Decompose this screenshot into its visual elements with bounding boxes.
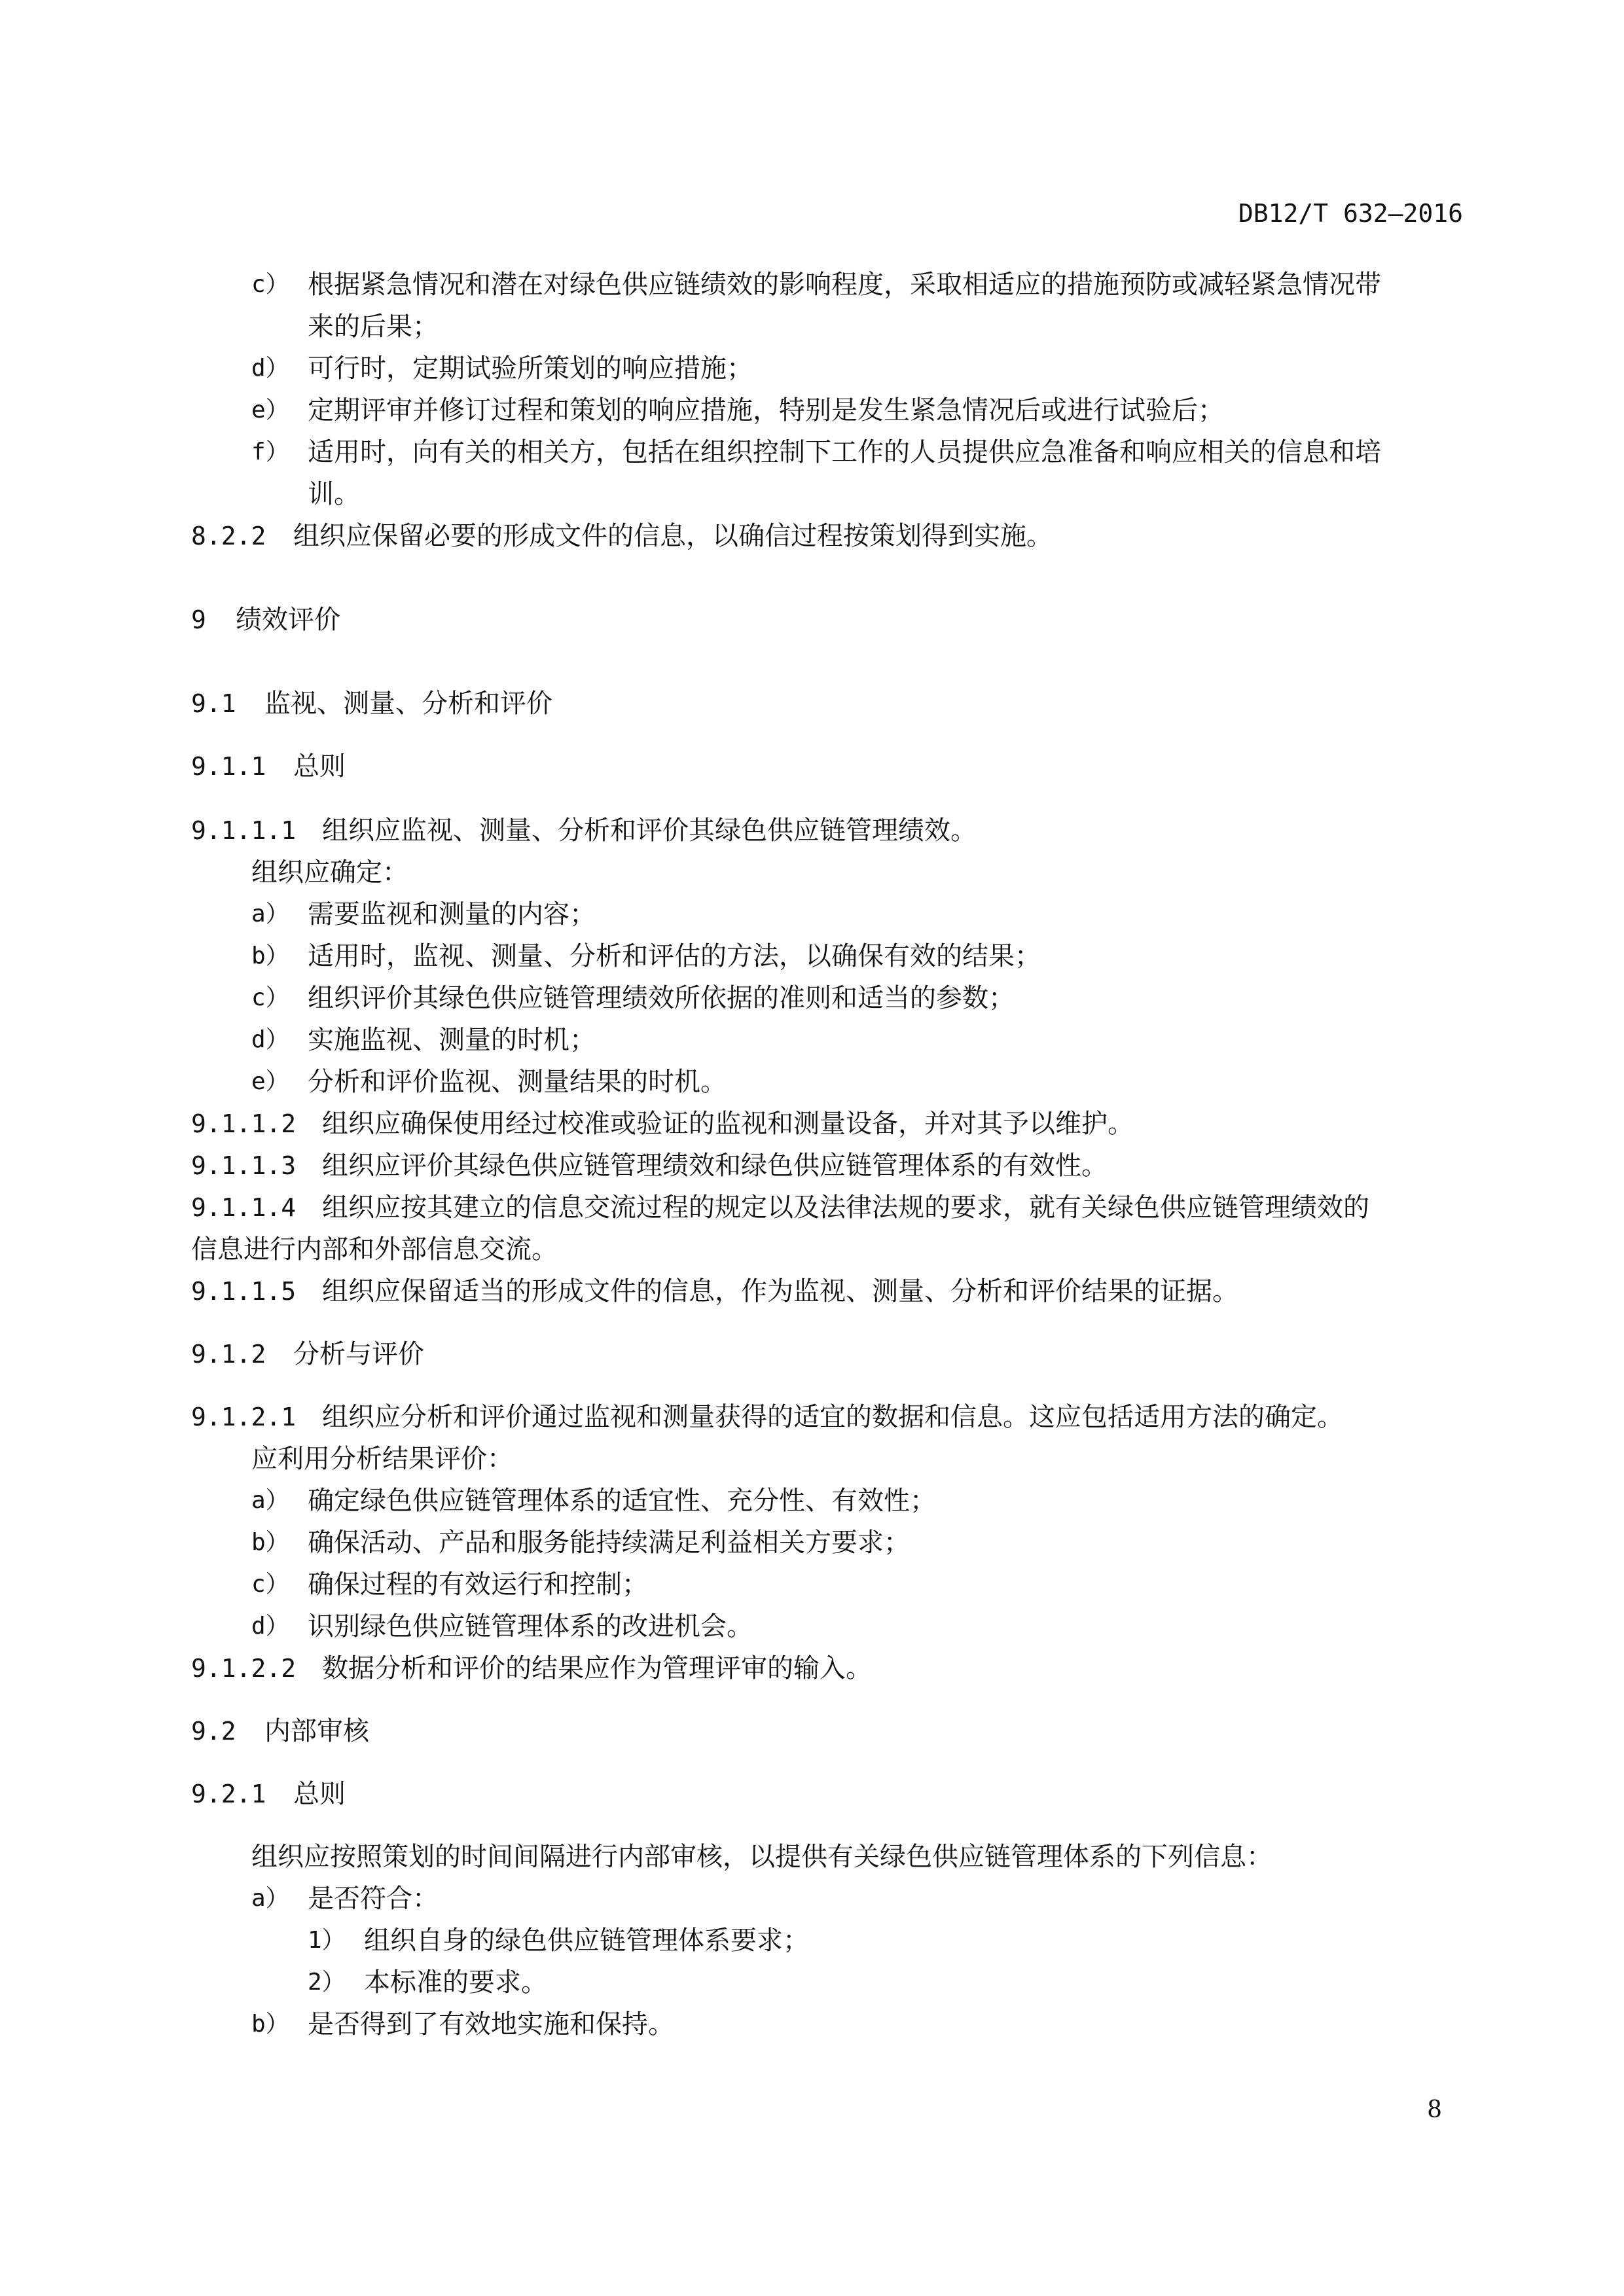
list-item-text: 来的后果； (308, 312, 439, 342)
clause-number: 9.1.1.3 (191, 1151, 297, 1180)
sublist-label: 1） (308, 1927, 346, 1954)
clause-text: 组织应按其建立的信息交流过程的规定以及法律法规的要求，就有关绿色供应链管理绩效的 (322, 1193, 1369, 1223)
list-label: d） (251, 1613, 289, 1640)
clause-text: 组织应保留必要的形成文件的信息，以确信过程按策划得到实施。 (293, 521, 1053, 551)
clause-text: 组织应按照策划的时间间隔进行内部审核，以提供有关绿色供应链管理体系的下列信息： (251, 1842, 1272, 1872)
section-number: 9.1 (191, 689, 236, 718)
list-item-text: 确保活动、产品和服务能持续满足利益相关方要求； (308, 1528, 910, 1558)
list-item-text: 适用时，监视、测量、分析和评估的方法，以确保有效的结果； (308, 941, 1041, 971)
list-item-text: 确保过程的有效运行和控制； (308, 1570, 648, 1600)
section-number: 9.2.1 (191, 1780, 266, 1808)
sublist-item-text: 本标准的要求。 (364, 1967, 547, 1998)
list-item-text: 定期评审并修订过程和策划的响应措施，特别是发生紧急情况后或进行试验后； (308, 395, 1224, 425)
section-title: 监视、测量、分析和评价 (264, 689, 552, 719)
list-item-text: 需要监视和测量的内容； (308, 899, 596, 929)
clause-number: 9.1.1.4 (191, 1193, 297, 1222)
clause-number: 9.1.1.2 (191, 1109, 297, 1138)
page-number: 8 (1427, 2096, 1442, 2123)
list-label: a） (251, 1885, 289, 1912)
section-title: 分析与评价 (293, 1339, 424, 1369)
clause-number: 9.1.2.2 (191, 1654, 297, 1683)
sublist-label: 2） (308, 1969, 346, 1996)
list-label: c） (251, 271, 289, 298)
list-label: d） (251, 355, 289, 382)
section-title: 总则 (293, 751, 346, 781)
list-item-text: 根据紧急情况和潜在对绿色供应链绩效的影响程度，采取相适应的措施预防或减轻紧急情况带 (308, 270, 1381, 300)
list-item-text: 是否符合： (308, 1884, 439, 1914)
list-label: a） (251, 901, 289, 927)
list-item-text: 分析和评价监视、测量结果的时机。 (308, 1067, 727, 1097)
clause-text: 组织应确保使用经过校准或验证的监视和测量设备，并对其予以维护。 (322, 1109, 1134, 1139)
clause-subtext: 组织应确定： (251, 857, 408, 888)
list-label: d） (251, 1026, 289, 1053)
list-label: b） (251, 942, 289, 969)
clause-number: 9.1.1.5 (191, 1277, 297, 1306)
clause-number: 9.1.1.1 (191, 816, 297, 845)
list-item-text: 训。 (308, 479, 360, 509)
list-label: e） (251, 397, 289, 423)
section-title: 绩效评价 (236, 605, 340, 635)
section-number: 9 (191, 605, 206, 634)
list-item-text: 实施监视、测量的时机； (308, 1025, 596, 1055)
list-label: a） (251, 1487, 289, 1514)
list-label: e） (251, 1068, 289, 1095)
section-title: 内部审核 (264, 1716, 369, 1746)
list-item-text: 是否得到了有效地实施和保持。 (308, 2009, 674, 2039)
list-label: b） (251, 2011, 289, 2037)
list-item-text: 组织评价其绿色供应链管理绩效所依据的准则和适当的参数； (308, 983, 1015, 1013)
clause-text: 数据分析和评价的结果应作为管理评审的输入。 (322, 1653, 872, 1683)
list-item-text: 可行时，定期试验所策划的响应措施； (308, 353, 753, 384)
sublist-item-text: 组织自身的绿色供应链管理体系要求； (364, 1926, 809, 1956)
list-label: c） (251, 984, 289, 1011)
list-item-text: 确定绿色供应链管理体系的适宜性、充分性、有效性； (308, 1486, 936, 1516)
clause-number: 8.2.2 (191, 522, 266, 550)
clause-text: 组织应分析和评价通过监视和测量获得的适宜的数据和信息。这应包括适用方法的确定。 (322, 1402, 1343, 1432)
clause-text: 组织应评价其绿色供应链管理绩效和绿色供应链管理体系的有效性。 (322, 1151, 1108, 1181)
clause-number: 9.1.2.1 (191, 1403, 297, 1431)
document-code: DB12/T 632—2016 (1238, 199, 1463, 228)
section-title: 总则 (293, 1779, 346, 1809)
section-number: 9.1.2 (191, 1340, 266, 1369)
section-number: 9.2 (191, 1717, 236, 1746)
clause-text: 组织应监视、测量、分析和评价其绿色供应链管理绩效。 (322, 816, 977, 846)
list-item-text: 识别绿色供应链管理体系的改进机会。 (308, 1611, 753, 1641)
list-label: c） (251, 1571, 289, 1598)
clause-text: 信息进行内部和外部信息交流。 (191, 1234, 558, 1265)
list-label: f） (251, 439, 289, 465)
clause-text: 组织应保留适当的形成文件的信息，作为监视、测量、分析和评价结果的证据。 (322, 1276, 1238, 1306)
list-label: b） (251, 1529, 289, 1556)
section-number: 9.1.1 (191, 752, 266, 781)
clause-subtext: 应利用分析结果评价： (251, 1444, 513, 1474)
list-item-text: 适用时，向有关的相关方，包括在组织控制下工作的人员提供应急准备和响应相关的信息和培 (308, 437, 1381, 467)
